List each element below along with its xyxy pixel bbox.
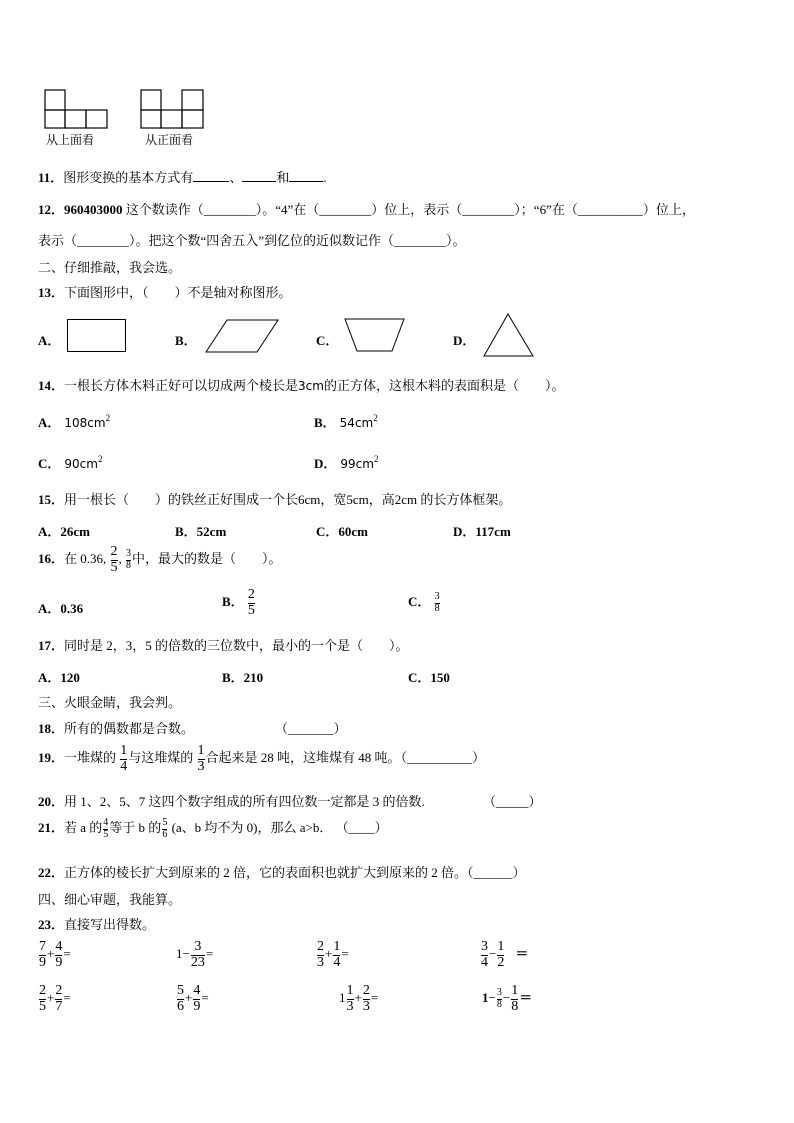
q19-answer-blank[interactable]: （__________）	[400, 750, 486, 766]
q14-option-a[interactable]: A． $108cm^2$	[38, 413, 111, 430]
q15-option-d[interactable]: D．117cm	[453, 524, 511, 539]
calc-item: $\frac{5}{6}$ + $\frac{4}{9}$ =	[177, 983, 209, 1014]
section-2-heading: 二、仔细推敲，我会选。	[38, 260, 182, 275]
q15-option-b[interactable]: B．52cm	[175, 524, 227, 539]
q13-option-b[interactable]: B．	[175, 333, 197, 348]
q13-option-c[interactable]: C．	[316, 333, 339, 348]
question-14: 14．一根长方体木料正好可以切成两个棱长是3cm的正方体，这根木料的表面积是（ ）。	[38, 378, 565, 393]
q15-option-a[interactable]: A．26cm	[38, 524, 90, 539]
q17-option-b[interactable]: B．210	[222, 670, 264, 685]
calc-item: $\frac{2}{3}$ + $\frac{1}{4}$ =	[317, 939, 349, 970]
question-19: 19．一堆煤的 $\frac{1}{4}$ 与这堆煤的 $\frac{1}{3}$ 合起来是 28 吨，这堆煤有 48 吨。（__________）	[38, 743, 486, 774]
q17-option-c[interactable]: C．150	[408, 670, 450, 685]
q17-option-a[interactable]: A．120	[38, 670, 80, 685]
front-view-drawing	[140, 89, 206, 129]
q14-option-b[interactable]: B． $54cm^2$	[314, 413, 378, 430]
question-12-line2: 表示（________）。把这个数“四舍五入”到亿位的近似数记作（________）。	[38, 233, 466, 248]
question-20: 20．用 1、2、5、7 这四个数字组成的所有四位数一定都是 3 的倍数.	[38, 794, 425, 809]
front-view-label: 从正面看	[145, 133, 194, 147]
q16-option-c[interactable]: C． $\frac{3}{8}$	[408, 591, 440, 614]
q22-answer-blank[interactable]: （______）	[467, 865, 526, 880]
q16-option-a[interactable]: A．0.36	[38, 601, 84, 616]
q20-answer-blank[interactable]: （_____）	[483, 794, 542, 809]
calc-item: 1 $\frac{1}{3}$ + $\frac{2}{3}$ =	[339, 983, 379, 1014]
q18-answer-blank[interactable]: （_______）	[275, 721, 347, 736]
trapezoid-shape	[344, 318, 406, 352]
question-18: 18．所有的偶数都是合数。	[38, 721, 195, 736]
q16-option-b[interactable]: B． $\frac{2}{5}$	[222, 587, 255, 618]
calc-item: $\frac{3}{4}$ − $\frac{1}{2}$ ＝	[481, 939, 529, 970]
question-12: 12．960403000 这个数读作（________）。“4”在（________）位上，表示（________）；“6”在（__________）位上，	[38, 202, 695, 217]
section-3-heading: 三、火眼金睛，我会判。	[38, 695, 182, 710]
calc-item: 1− $\frac{3}{8}$ − $\frac{1}{8}$ ＝	[482, 983, 533, 1014]
question-11: 11．图形变换的基本方式有 、 和 .	[38, 170, 327, 185]
q14-option-d[interactable]: D． $99cm^2$	[314, 454, 379, 471]
calc-item: $\frac{7}{9}$ + $\frac{4}{9}$ =	[39, 939, 71, 970]
rectangle-shape	[67, 319, 127, 353]
q13-option-d[interactable]: D．	[453, 333, 476, 348]
question-17: 17．同时是 2，3，5 的倍数的三位数中，最小的一个是（ ）。	[38, 638, 409, 653]
calc-item: $\frac{2}{5}$ + $\frac{2}{7}$ =	[39, 983, 71, 1014]
top-view-label: 从上面看	[46, 133, 95, 147]
triangle-shape	[483, 313, 535, 358]
q14-option-c[interactable]: C． $90cm^2$	[38, 454, 103, 471]
parallelogram-shape	[205, 319, 280, 353]
question-15: 15．用一根长（ ）的铁丝正好围成一个长6cm，宽5cm，高2cm 的长方体框架。	[38, 492, 512, 507]
question-23: 23．直接写出得数。	[38, 917, 156, 932]
calc-item: 1− $\frac{3}{23}$ =	[176, 939, 214, 970]
question-13: 13．下面图形中，（ ）不是轴对称图形。	[38, 285, 292, 300]
question-21: 21．若 a 的 $\frac{4}{5}$ 等于 b 的 $\frac{5}{6}$ (a、b 均不为 0)，那么 a>b． （____）	[38, 817, 388, 840]
q15-option-c[interactable]: C．60cm	[316, 524, 368, 539]
section-4-heading: 四、细心审题，我能算。	[38, 892, 182, 907]
question-16: 16．在 0.36, $\frac{2}{5}$ , $\frac{3}{8}$ 中，最大的数是（ ）。	[38, 544, 282, 575]
q13-option-a[interactable]: A．	[38, 333, 61, 348]
question-22: 22．正方体的棱长扩大到原来的 2 倍，它的表面积也就扩大到原来的 2 倍。（______）	[38, 865, 526, 880]
top-view-drawing	[44, 89, 110, 129]
q21-answer-blank[interactable]: （____）	[335, 820, 388, 835]
